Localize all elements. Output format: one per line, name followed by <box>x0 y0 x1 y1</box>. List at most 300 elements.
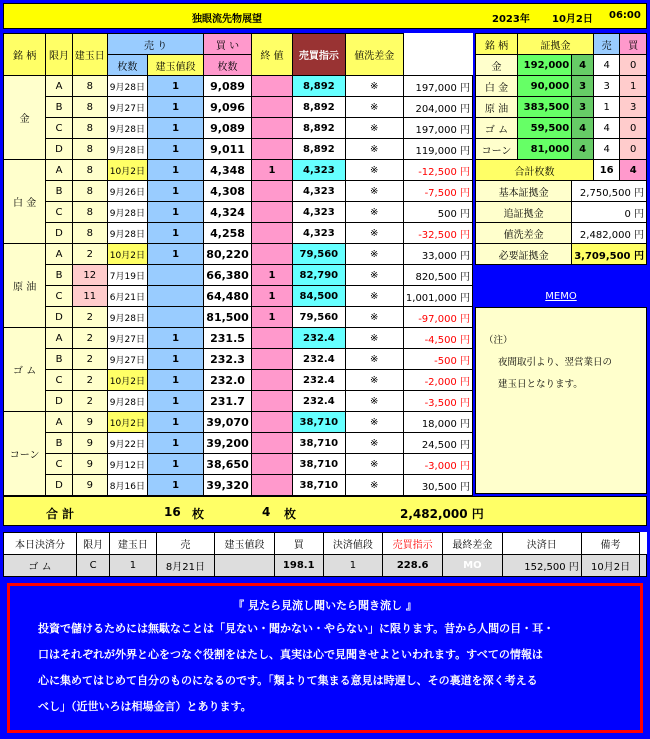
open-price-cell: 232.3 <box>204 349 251 370</box>
open-date-cell: 9月27日 <box>107 328 147 349</box>
open-price-cell: 39,200 <box>204 433 251 454</box>
diff-cell: 500 円 <box>403 202 472 223</box>
diff-cell: 204,000 円 <box>403 97 472 118</box>
additional-margin-label: 追証拠金 <box>476 202 572 223</box>
position-row <box>4 97 473 118</box>
margin-count: 3 <box>572 76 594 97</box>
open-date-cell: 8月16日 <box>107 475 147 496</box>
close-price-cell: 8,892 <box>293 97 345 118</box>
diff-cell: 197,000 円 <box>403 118 472 139</box>
sell-count-cell: 1 <box>147 76 203 97</box>
open-date-cell: 10月2日 <box>107 370 147 391</box>
notice-line: 心に集めてはじめて自分のものになるのです。「類よりて集まる意見は時遅し、その裏道を深く考える <box>38 674 538 687</box>
sell-count-cell: 1 <box>147 370 203 391</box>
margin-row <box>476 76 647 97</box>
buy-count-cell: 1 <box>251 265 292 286</box>
margin-value: 192,000 <box>518 55 572 76</box>
diff-cell: -32,500 円 <box>403 223 472 244</box>
diff-cell: -97,000 円 <box>403 307 472 328</box>
month-cell: 9 <box>72 433 107 454</box>
open-date-cell: 10月2日 <box>107 244 147 265</box>
notice-box <box>7 583 643 733</box>
open-price-cell: 39,070 <box>204 412 251 433</box>
settle-header-cell: 建玉日 <box>110 533 156 555</box>
position-row <box>4 76 473 97</box>
open-date-cell: 9月28日 <box>107 202 147 223</box>
position-row <box>4 328 473 349</box>
margin-row <box>476 118 647 139</box>
buy-count-cell <box>251 181 292 202</box>
open-price-cell: 231.7 <box>204 391 251 412</box>
settle-header-cell: 本日決済分 <box>4 533 77 555</box>
month-cell: 2 <box>72 328 107 349</box>
open-date-cell: 9月26日 <box>107 181 147 202</box>
close-price-cell: 8,892 <box>293 76 345 97</box>
margin-count: 3 <box>572 97 594 118</box>
margin-buy: 0 <box>620 118 647 139</box>
margin-table <box>475 33 647 265</box>
position-row <box>4 454 473 475</box>
buy-count-cell <box>251 223 292 244</box>
open-price-cell: 4,348 <box>204 160 251 181</box>
sell-count-cell <box>147 286 203 307</box>
month-cell: 8 <box>72 76 107 97</box>
instruction-cell: ※ <box>345 286 403 307</box>
close-price-cell: 79,560 <box>293 307 345 328</box>
series-label: C <box>46 454 72 475</box>
open-price-cell: 9,089 <box>204 118 251 139</box>
series-label: B <box>46 433 72 454</box>
instruction-cell: ※ <box>345 433 403 454</box>
instruction-cell: ※ <box>345 265 403 286</box>
margin-sell: 4 <box>593 118 620 139</box>
month-cell: 9 <box>72 475 107 496</box>
sell-count-cell: 1 <box>147 454 203 475</box>
close-price-cell: 4,323 <box>293 181 345 202</box>
notice-line: 口はそれぞれが外界と心をつなぐ役割をはたし、真実は心で見聞きせよといわれます。すべての情報は <box>38 648 543 661</box>
series-label: C <box>46 370 72 391</box>
side-header-buy: 買 <box>620 34 647 55</box>
notice-title: 『 見たら見流し聞いたら聞き流し 』 <box>233 599 417 612</box>
margin-brand: 金 <box>476 55 518 76</box>
brand-name: ゴ ム <box>4 328 46 412</box>
instruction-cell: ※ <box>345 391 403 412</box>
settle-instruction: MO <box>443 555 503 577</box>
series-label: D <box>46 307 72 328</box>
close-price-cell: 38,710 <box>293 433 345 454</box>
month-cell: 8 <box>72 139 107 160</box>
instruction-cell: ※ <box>345 160 403 181</box>
month-cell: 2 <box>72 307 107 328</box>
position-row <box>4 244 473 265</box>
series-label: D <box>46 475 72 496</box>
instruction-cell: ※ <box>345 349 403 370</box>
required-margin-value: 3,709,500 円 <box>572 244 647 265</box>
open-date-cell: 7月19日 <box>107 265 147 286</box>
series-label: B <box>46 265 72 286</box>
open-date-cell: 9月22日 <box>107 433 147 454</box>
open-price-cell: 38,650 <box>204 454 251 475</box>
instruction-cell: ※ <box>345 118 403 139</box>
margin-sell: 3 <box>593 76 620 97</box>
diff-cell: 119,000 円 <box>403 139 472 160</box>
header-open-date: 建玉日 <box>72 34 107 76</box>
settle-buy: 1 <box>323 555 383 577</box>
diff-cell: 24,500 円 <box>403 433 472 454</box>
header-brand: 銘 柄 <box>4 34 46 76</box>
close-price-cell: 232.4 <box>293 328 345 349</box>
month-cell: 8 <box>72 97 107 118</box>
open-price-cell: 66,380 <box>204 265 251 286</box>
close-price-cell: 8,892 <box>293 118 345 139</box>
buy-count-cell <box>251 139 292 160</box>
series-label: A <box>46 244 72 265</box>
settle-header-cell: 買 <box>274 533 323 555</box>
side-header-margin: 証拠金 <box>518 34 594 55</box>
header-instruction: 売買指示 <box>293 34 345 76</box>
position-row <box>4 412 473 433</box>
sell-count-cell: 1 <box>147 202 203 223</box>
header-month: 限月 <box>46 34 72 76</box>
buy-count-cell <box>251 412 292 433</box>
buy-count-cell: 1 <box>251 160 292 181</box>
margin-buy: 0 <box>620 55 647 76</box>
total-label: 合 計 <box>46 507 75 521</box>
brand-name: 原 油 <box>4 244 46 328</box>
settle-header-cell: 売 <box>156 533 215 555</box>
open-price-cell: 80,220 <box>204 244 251 265</box>
close-price-cell: 232.4 <box>293 391 345 412</box>
margin-count: 4 <box>572 118 594 139</box>
close-price-cell: 82,790 <box>293 265 345 286</box>
close-price-cell: 4,323 <box>293 202 345 223</box>
open-price-cell: 4,324 <box>204 202 251 223</box>
basic-margin-label: 基本証拠金 <box>476 181 572 202</box>
open-date-cell: 10月2日 <box>107 160 147 181</box>
time-label: 06:00 <box>609 10 641 21</box>
open-date-cell: 6月21日 <box>107 286 147 307</box>
buy-count-cell <box>251 454 292 475</box>
margin-sell: 4 <box>593 139 620 160</box>
diff-cell: 197,000 円 <box>403 76 472 97</box>
sell-count-cell: 1 <box>147 475 203 496</box>
total-bar <box>3 496 647 526</box>
memo-line: 建玉日となります。 <box>498 379 583 390</box>
buy-count-cell <box>251 97 292 118</box>
month-cell: 8 <box>72 181 107 202</box>
position-row <box>4 349 473 370</box>
position-row <box>4 391 473 412</box>
open-date-cell: 10月2日 <box>107 412 147 433</box>
margin-brand: 白 金 <box>476 76 518 97</box>
close-price-cell: 38,710 <box>293 412 345 433</box>
margin-brand: コーン <box>476 139 518 160</box>
margin-row <box>476 139 647 160</box>
side-total-label: 合計枚数 <box>476 160 594 181</box>
margin-value: 383,500 <box>518 97 572 118</box>
series-label: C <box>46 202 72 223</box>
buy-count-cell <box>251 391 292 412</box>
open-price-cell: 4,258 <box>204 223 251 244</box>
month-cell: 8 <box>72 223 107 244</box>
month-cell: 8 <box>72 160 107 181</box>
margin-sell: 4 <box>593 55 620 76</box>
month-cell: 11 <box>72 286 107 307</box>
close-price-cell: 84,500 <box>293 286 345 307</box>
close-price-cell: 232.4 <box>293 370 345 391</box>
instruction-cell: ※ <box>345 97 403 118</box>
month-cell: 2 <box>72 370 107 391</box>
close-price-cell: 79,560 <box>293 244 345 265</box>
sell-count-cell: 1 <box>147 433 203 454</box>
open-price-cell: 9,011 <box>204 139 251 160</box>
diff-cell: -500 円 <box>403 349 472 370</box>
settle-header-cell: 最終差金 <box>443 533 503 555</box>
series-label: C <box>46 118 72 139</box>
margin-row <box>476 97 647 118</box>
diff-cell: -3,500 円 <box>403 391 472 412</box>
position-row <box>4 307 473 328</box>
brand-name: 金 <box>4 76 46 160</box>
month-cell: 2 <box>72 391 107 412</box>
title-bar <box>3 3 647 29</box>
settle-series: C <box>77 555 110 577</box>
margin-row <box>476 55 647 76</box>
basic-margin-value: 2,750,500 円 <box>572 181 647 202</box>
month-cell: 8 <box>72 118 107 139</box>
open-price-cell: 9,096 <box>204 97 251 118</box>
position-row <box>4 370 473 391</box>
series-label: D <box>46 139 72 160</box>
instruction-cell: ※ <box>345 307 403 328</box>
buy-count-cell: 1 <box>251 286 292 307</box>
sell-count-cell: 1 <box>147 181 203 202</box>
series-label: D <box>46 391 72 412</box>
buy-count-cell <box>251 475 292 496</box>
sell-count-cell: 1 <box>147 223 203 244</box>
settle-header-cell: 建玉値段 <box>215 533 275 555</box>
instruction-cell: ※ <box>345 139 403 160</box>
series-label: B <box>46 349 72 370</box>
memo-title: MEMO <box>475 287 647 307</box>
sell-count-cell: 1 <box>147 244 203 265</box>
additional-margin-value: 0 円 <box>572 202 647 223</box>
instruction-cell: ※ <box>345 475 403 496</box>
open-price-cell: 4,308 <box>204 181 251 202</box>
diff-cell: 820,500 円 <box>403 265 472 286</box>
open-date-cell: 9月28日 <box>107 307 147 328</box>
settle-note <box>640 555 647 577</box>
close-price-cell: 4,323 <box>293 160 345 181</box>
open-price-cell: 39,320 <box>204 475 251 496</box>
total-buy: 4 <box>262 505 271 519</box>
settle-sell <box>215 555 275 577</box>
buy-count-cell <box>251 244 292 265</box>
settle-open-price: 198.1 <box>274 555 323 577</box>
diff-cell: -7,500 円 <box>403 181 472 202</box>
instruction-cell: ※ <box>345 370 403 391</box>
settle-date: 10月2日 <box>581 555 640 577</box>
open-price-cell: 81,500 <box>204 307 251 328</box>
position-row <box>4 118 473 139</box>
instruction-cell: ※ <box>345 244 403 265</box>
settle-header-cell: 備考 <box>581 533 640 555</box>
notice-line: 投資で儲けるためには無駄なことは「見ない・聞かない・やらない」に限ります。昔から人間の目・耳・ <box>38 622 555 635</box>
sell-count-cell: 1 <box>147 412 203 433</box>
month-cell: 9 <box>72 454 107 475</box>
open-price-cell: 64,480 <box>204 286 251 307</box>
margin-buy: 3 <box>620 97 647 118</box>
position-row <box>4 223 473 244</box>
open-date-cell: 9月28日 <box>107 139 147 160</box>
open-date-cell: 9月28日 <box>107 223 147 244</box>
diff-cell: 1,001,000 円 <box>403 286 472 307</box>
margin-buy: 0 <box>620 139 647 160</box>
series-label: A <box>46 160 72 181</box>
settle-header-cell: 決済値段 <box>323 533 383 555</box>
series-label: A <box>46 328 72 349</box>
position-row <box>4 433 473 454</box>
open-date-cell: 9月28日 <box>107 391 147 412</box>
sell-count-cell: 1 <box>147 391 203 412</box>
header-close: 終 値 <box>251 34 292 76</box>
side-header-sell: 売 <box>593 34 620 55</box>
header-sell-count: 枚数 <box>107 55 147 76</box>
margin-value: 90,000 <box>518 76 572 97</box>
sell-count-cell: 1 <box>147 160 203 181</box>
margin-buy: 1 <box>620 76 647 97</box>
position-row <box>4 202 473 223</box>
position-row <box>4 160 473 181</box>
side-header-brand: 銘 柄 <box>476 34 518 55</box>
margin-value: 81,000 <box>518 139 572 160</box>
position-row <box>4 181 473 202</box>
diff-cell: -12,500 円 <box>403 160 472 181</box>
settle-open-date: 8月21日 <box>156 555 215 577</box>
total-buy-unit: 枚 <box>284 507 297 521</box>
open-price-cell: 232.0 <box>204 370 251 391</box>
open-date-cell: 9月27日 <box>107 97 147 118</box>
page-title: 独眼流先物展望 <box>192 14 262 25</box>
diff-cell: 30,500 円 <box>403 475 472 496</box>
year-label: 2023年 <box>492 14 530 25</box>
position-row <box>4 286 473 307</box>
margin-value: 59,500 <box>518 118 572 139</box>
brand-name: コーン <box>4 412 46 496</box>
total-sell: 16 <box>164 505 181 519</box>
margin-count: 4 <box>572 139 594 160</box>
required-margin-label: 必要証拠金 <box>476 244 572 265</box>
sell-count-cell: 1 <box>147 139 203 160</box>
header-buy-count: 枚数 <box>204 55 251 76</box>
month-cell: 8 <box>72 202 107 223</box>
side-total-sell: 16 <box>593 160 620 181</box>
header-sell: 売 り <box>107 34 204 55</box>
instruction-cell: ※ <box>345 412 403 433</box>
settle-header-cell: 決済日 <box>502 533 581 555</box>
instruction-cell: ※ <box>345 328 403 349</box>
close-price-cell: 8,892 <box>293 139 345 160</box>
settle-header-cell: 限月 <box>77 533 110 555</box>
notice-body <box>38 616 626 720</box>
open-price-cell: 231.5 <box>204 328 251 349</box>
settlement-table <box>3 532 647 577</box>
buy-count-cell <box>251 433 292 454</box>
memo-box <box>475 307 647 494</box>
series-label: D <box>46 223 72 244</box>
series-label: B <box>46 97 72 118</box>
diff-cell: 33,000 円 <box>403 244 472 265</box>
date-label: 10月2日 <box>552 14 593 25</box>
margin-sell: 1 <box>593 97 620 118</box>
month-cell: 9 <box>72 412 107 433</box>
buy-count-cell <box>251 76 292 97</box>
diff-cell: 18,000 円 <box>403 412 472 433</box>
position-row <box>4 139 473 160</box>
close-price-cell: 38,710 <box>293 475 345 496</box>
sell-count-cell <box>147 307 203 328</box>
sell-count-cell: 1 <box>147 97 203 118</box>
instruction-cell: ※ <box>345 181 403 202</box>
settle-brand: ゴ ム <box>4 555 77 577</box>
header-buy: 買 い <box>204 34 251 55</box>
buy-count-cell: 1 <box>251 307 292 328</box>
series-label: C <box>46 286 72 307</box>
side-diff-value: 2,482,000 円 <box>572 223 647 244</box>
settle-close-price: 228.6 <box>383 555 443 577</box>
position-row <box>4 475 473 496</box>
instruction-cell: ※ <box>345 454 403 475</box>
position-row <box>4 265 473 286</box>
close-price-cell: 38,710 <box>293 454 345 475</box>
month-cell: 2 <box>72 349 107 370</box>
series-label: A <box>46 412 72 433</box>
header-diff: 値洗差金 <box>345 34 403 76</box>
total-sell-unit: 枚 <box>192 507 205 521</box>
side-diff-label: 値洗差金 <box>476 223 572 244</box>
open-date-cell: 9月28日 <box>107 118 147 139</box>
margin-brand: ゴ ム <box>476 118 518 139</box>
series-label: A <box>46 76 72 97</box>
margin-brand: 原 油 <box>476 97 518 118</box>
instruction-cell: ※ <box>345 202 403 223</box>
buy-count-cell <box>251 349 292 370</box>
close-price-cell: 232.4 <box>293 349 345 370</box>
buy-count-cell <box>251 370 292 391</box>
open-date-cell: 9月27日 <box>107 349 147 370</box>
month-cell: 2 <box>72 244 107 265</box>
total-diff: 2,482,000 円 <box>400 507 484 521</box>
notice-line: べし」（近世いろは相場金言）とあります。 <box>38 700 252 713</box>
series-label: B <box>46 181 72 202</box>
memo-line: （注） <box>484 335 513 346</box>
diff-cell: -3,000 円 <box>403 454 472 475</box>
sell-count-cell <box>147 265 203 286</box>
buy-count-cell <box>251 328 292 349</box>
close-price-cell: 4,323 <box>293 223 345 244</box>
memo-line: 夜間取引より、翌営業日の <box>498 357 613 368</box>
sell-count-cell: 1 <box>147 118 203 139</box>
margin-count: 4 <box>572 55 594 76</box>
open-date-cell: 9月28日 <box>107 76 147 97</box>
open-date-cell: 9月12日 <box>107 454 147 475</box>
diff-cell: -4,500 円 <box>403 328 472 349</box>
settle-month: 1 <box>110 555 156 577</box>
buy-count-cell <box>251 118 292 139</box>
settle-header-cell: 売買指示 <box>383 533 443 555</box>
side-total-buy: 4 <box>620 160 647 181</box>
instruction-cell: ※ <box>345 223 403 244</box>
